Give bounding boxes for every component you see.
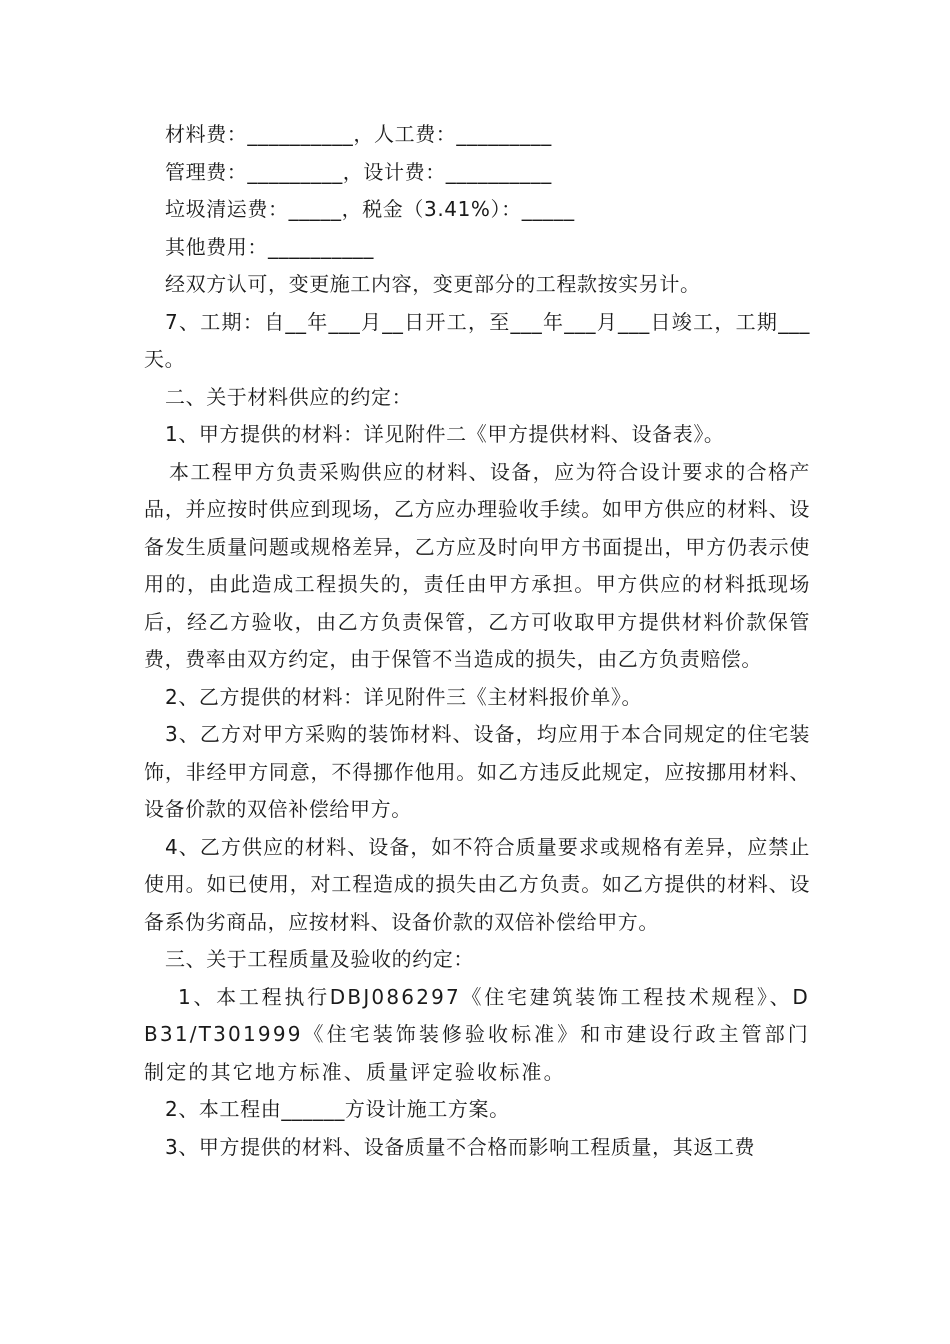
- paragraph-construction-period: 7、工期：自__年___月__日开工，至___年___月___日竣工，工期___天。: [144, 309, 810, 371]
- section-heading-material-supply: 二、关于材料供应的约定：: [165, 384, 413, 409]
- clause-rework-cost: 3、甲方提供的材料、设备质量不合格而影响工程质量，其返工费: [165, 1134, 756, 1159]
- clause-design-plan: 2、本工程由______方设计施工方案。: [165, 1097, 510, 1121]
- clause-standards: 1、本工程执行DBJ086297《住宅建筑装饰工程技术规程》、DB31/T301999《住宅装饰装修验收标准》和市建设行政主管部门制定的其它地方标准、质量评定验收标准。: [144, 984, 810, 1084]
- clause-quality-requirements: 4、乙方供应的材料、设备，如不符合质量要求或规格有差异，应禁止使用。如已使用，对工程造成的损失由乙方负责。如乙方提供的材料、设备系伪劣商品，应按材料、设备价款的双倍补偿给甲方。: [144, 834, 810, 934]
- section-heading-quality-acceptance: 三、关于工程质量及验收的约定：: [165, 947, 474, 971]
- document-body: [144, 116, 810, 1166]
- fee-line-management-design: 管理费：_________，设计费：__________: [165, 159, 552, 184]
- fee-line-material-labor: 材料费：__________，人工费：_________: [165, 122, 552, 146]
- paragraph-party-a-supply-responsibility: 本工程甲方负责采购供应的材料、设备，应为符合设计要求的合格产品，并应按时供应到现场，乙方应办理验收手续。如甲方供应的材料、设备发生质量问题或规格差异，乙方应及时向甲方书面提出，甲方仍表示使用的，由此造成工程损失的，责任由甲方承担。甲方供应的材料抵现场后，经乙方验收，由乙方负责保管，乙方可收取甲方提供材料价款保管费，费率由双方约定，由于保管不当造成的损失，由乙方负责赔偿。: [144, 459, 810, 671]
- clause-party-b-materials: 2、乙方提供的材料：详见附件三《主材料报价单》。: [165, 684, 643, 709]
- paragraph-change-terms: 经双方认可，变更施工内容，变更部分的工程款按实另计。: [165, 272, 701, 296]
- fee-line-other: 其他费用：__________: [165, 234, 374, 259]
- fee-line-waste-tax: 垃圾清运费：_____，税金（3.41%）：_____: [165, 197, 575, 221]
- clause-material-usage: 3、乙方对甲方采购的装饰材料、设备，均应用于本合同规定的住宅装饰，非经甲方同意，不得挪作他用。如乙方违反此规定，应按挪用材料、设备价款的双倍补偿给甲方。: [144, 722, 810, 821]
- clause-party-a-materials: 1、甲方提供的材料：详见附件二《甲方提供材料、设备表》。: [165, 422, 725, 446]
